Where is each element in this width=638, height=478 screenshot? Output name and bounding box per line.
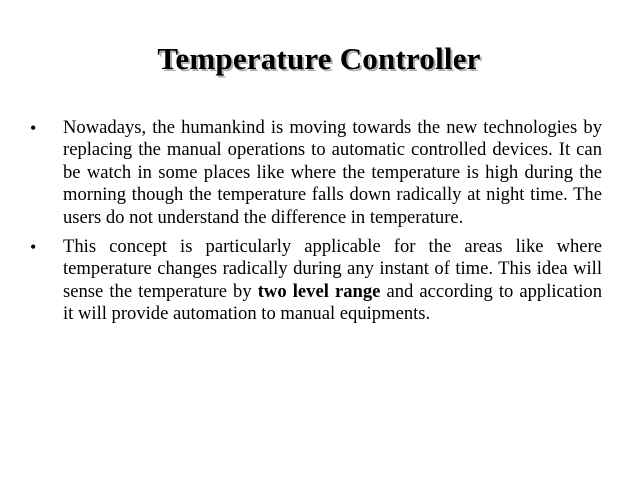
bullet-item-1 [30, 117, 602, 229]
bullet-text-2-emphasis: two level range [257, 280, 381, 302]
bullet-item-2 [30, 236, 602, 326]
bullet-text-2-before: This concept is particularly applicable for the areas like where temperature changes radically during any instant of time. This idea will sense the temperature by [63, 236, 602, 302]
bullet-text-2-after: and according to application it will provide automation to manual equipments. [63, 280, 602, 325]
slide-title: Temperature Controller [157, 41, 481, 76]
bullet-list [30, 117, 602, 333]
bullet-icon: • [30, 237, 37, 258]
bullet-text-1: Nowadays, the humankind is moving towards the new technologies by replacing the manual operations to automatic controlled devices. It can be watch in some places like where the temperature is high during the morning though the temperature falls down radically at night time. The users do not understand the difference in temperature. [63, 117, 602, 228]
bullet-icon: • [30, 118, 37, 138]
